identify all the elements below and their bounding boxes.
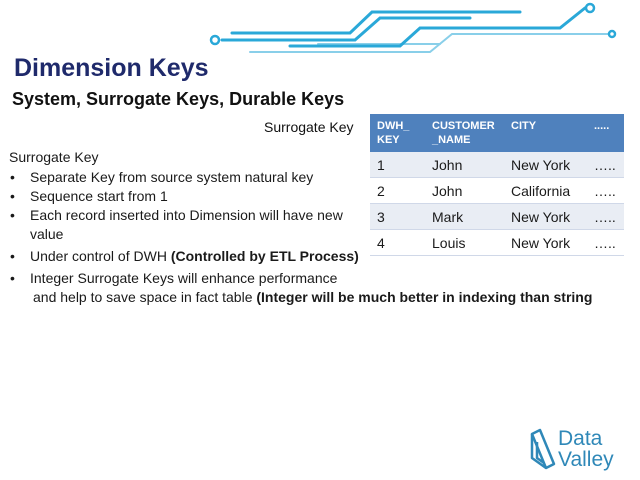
slide-subtitle: System, Surrogate Keys, Durable Keys: [12, 89, 345, 109]
header-city: CITY: [504, 114, 587, 152]
cell-name: Louis: [425, 230, 504, 256]
bullet-item: • Under control of DWH (Controlled by ETL Process): [9, 247, 369, 266]
header-customer-name: CUSTOMER _NAME: [425, 114, 504, 152]
cell-city: New York: [504, 152, 587, 178]
cell-key: 2: [370, 178, 425, 204]
cell-key: 3: [370, 204, 425, 230]
bullet-continuation: and help to save space in fact table (Integer will be much better in indexing than string: [33, 289, 593, 305]
cell-key: 1: [370, 152, 425, 178]
data-valley-logo: [528, 428, 628, 470]
cell-city: California: [504, 178, 587, 204]
cell-more: …..: [587, 178, 624, 204]
table-caption: Surrogate Key: [264, 119, 354, 135]
header-dwh-key: DWH_ KEY: [370, 114, 425, 152]
table-header-row: [370, 114, 624, 152]
header-more: .....: [587, 114, 624, 152]
surrogate-key-table: [370, 114, 624, 256]
decorative-circuit-lines: [0, 0, 640, 60]
bullet-item: • Separate Key from source system natural key: [9, 168, 369, 187]
slide-title: Dimension Keys: [14, 54, 209, 82]
cell-city: New York: [504, 230, 587, 256]
logo-text-data: Data: [558, 427, 603, 450]
cell-name: John: [425, 152, 504, 178]
table-row: [370, 230, 624, 256]
cell-more: …..: [587, 152, 624, 178]
bullet-item: • Sequence start from 1: [9, 187, 369, 206]
cell-name: Mark: [425, 204, 504, 230]
cell-city: New York: [504, 204, 587, 230]
table-row: [370, 178, 624, 204]
logo-text-valley: Valley: [558, 448, 614, 471]
table-row: [370, 152, 624, 178]
cell-more: …..: [587, 204, 624, 230]
bullet-item: • Integer Surrogate Keys will enhance performance: [9, 269, 369, 288]
logo-mark-icon: [528, 428, 558, 470]
cell-key: 4: [370, 230, 425, 256]
bullet-heading: Surrogate Key: [9, 149, 99, 165]
table-row: [370, 204, 624, 230]
cell-more: …..: [587, 230, 624, 256]
cell-name: John: [425, 178, 504, 204]
bullet-item: • Each record inserted into Dimension will have new value: [9, 206, 360, 244]
